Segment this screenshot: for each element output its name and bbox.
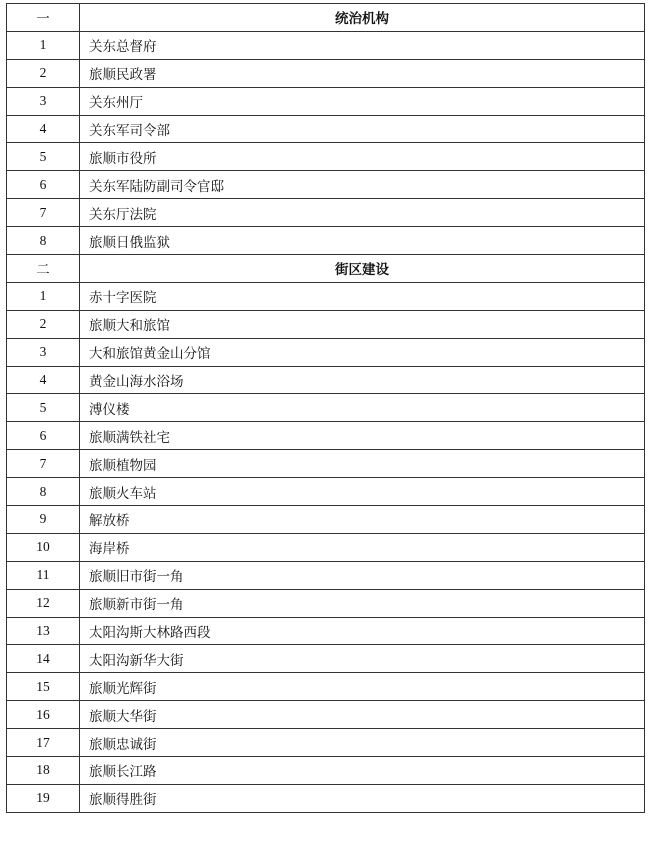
table-row	[7, 143, 645, 171]
site-name: 旅顺新市街一角	[80, 589, 645, 617]
site-name: 旅顺长江路	[80, 757, 645, 785]
site-name: 旅顺植物园	[80, 450, 645, 478]
site-name: 旅顺满铁社宅	[80, 422, 645, 450]
table-row	[7, 199, 645, 227]
table-row	[7, 422, 645, 450]
table-row	[7, 115, 645, 143]
section-number: 二	[7, 255, 80, 283]
site-name: 太阳沟新华大街	[80, 645, 645, 673]
row-number: 2	[7, 59, 80, 87]
table-row	[7, 450, 645, 478]
row-number: 6	[7, 171, 80, 199]
table-row	[7, 533, 645, 561]
row-number: 5	[7, 143, 80, 171]
site-name: 旅顺大华街	[80, 701, 645, 729]
site-name: 旅顺大和旅馆	[80, 310, 645, 338]
row-number: 14	[7, 645, 80, 673]
table-row	[7, 366, 645, 394]
table-row	[7, 757, 645, 785]
table-row	[7, 338, 645, 366]
row-number: 11	[7, 561, 80, 589]
site-name: 关东军陆防副司令官邸	[80, 171, 645, 199]
table-row	[7, 171, 645, 199]
table-row	[7, 506, 645, 534]
row-number: 3	[7, 87, 80, 115]
section-header-row	[7, 255, 645, 283]
table-row	[7, 561, 645, 589]
table-row	[7, 617, 645, 645]
row-number: 1	[7, 31, 80, 59]
table-row	[7, 394, 645, 422]
row-number: 8	[7, 227, 80, 255]
site-name: 旅顺日俄监狱	[80, 227, 645, 255]
row-number: 2	[7, 310, 80, 338]
site-name: 旅顺市役所	[80, 143, 645, 171]
table-row	[7, 645, 645, 673]
table-row	[7, 59, 645, 87]
row-number: 18	[7, 757, 80, 785]
site-name: 大和旅馆黄金山分馆	[80, 338, 645, 366]
row-number: 1	[7, 282, 80, 310]
site-name: 旅顺火车站	[80, 478, 645, 506]
table-row	[7, 589, 645, 617]
site-name: 关东总督府	[80, 31, 645, 59]
row-number: 19	[7, 784, 80, 812]
site-name: 关东州厅	[80, 87, 645, 115]
row-number: 7	[7, 199, 80, 227]
table-row	[7, 701, 645, 729]
site-name: 旅顺民政署	[80, 59, 645, 87]
site-name: 关东军司令部	[80, 115, 645, 143]
row-number: 17	[7, 729, 80, 757]
site-name: 旅顺得胜街	[80, 784, 645, 812]
row-number: 16	[7, 701, 80, 729]
row-number: 13	[7, 617, 80, 645]
site-name: 旅顺旧市街一角	[80, 561, 645, 589]
site-name: 溥仪楼	[80, 394, 645, 422]
row-number: 10	[7, 533, 80, 561]
table-row	[7, 784, 645, 812]
site-name: 旅顺光辉街	[80, 673, 645, 701]
row-number: 5	[7, 394, 80, 422]
row-number: 7	[7, 450, 80, 478]
table-row	[7, 31, 645, 59]
table-row	[7, 87, 645, 115]
row-number: 6	[7, 422, 80, 450]
table-row	[7, 227, 645, 255]
site-name: 赤十字医院	[80, 282, 645, 310]
table-row	[7, 729, 645, 757]
row-number: 4	[7, 366, 80, 394]
section-title: 街区建设	[80, 255, 645, 283]
table-row	[7, 478, 645, 506]
site-name: 旅顺忠诚街	[80, 729, 645, 757]
row-number: 4	[7, 115, 80, 143]
section-number: 一	[7, 4, 80, 32]
section-title: 统治机构	[80, 4, 645, 32]
site-name: 海岸桥	[80, 533, 645, 561]
table-row	[7, 310, 645, 338]
table-row	[7, 282, 645, 310]
site-name: 黄金山海水浴场	[80, 366, 645, 394]
table-body	[7, 4, 645, 813]
table-row	[7, 673, 645, 701]
row-number: 3	[7, 338, 80, 366]
site-name: 关东厅法院	[80, 199, 645, 227]
row-number: 8	[7, 478, 80, 506]
site-name: 解放桥	[80, 506, 645, 534]
row-number: 15	[7, 673, 80, 701]
row-number: 12	[7, 589, 80, 617]
section-header-row	[7, 4, 645, 32]
site-list-table	[6, 3, 645, 813]
site-name: 太阳沟斯大林路西段	[80, 617, 645, 645]
row-number: 9	[7, 506, 80, 534]
